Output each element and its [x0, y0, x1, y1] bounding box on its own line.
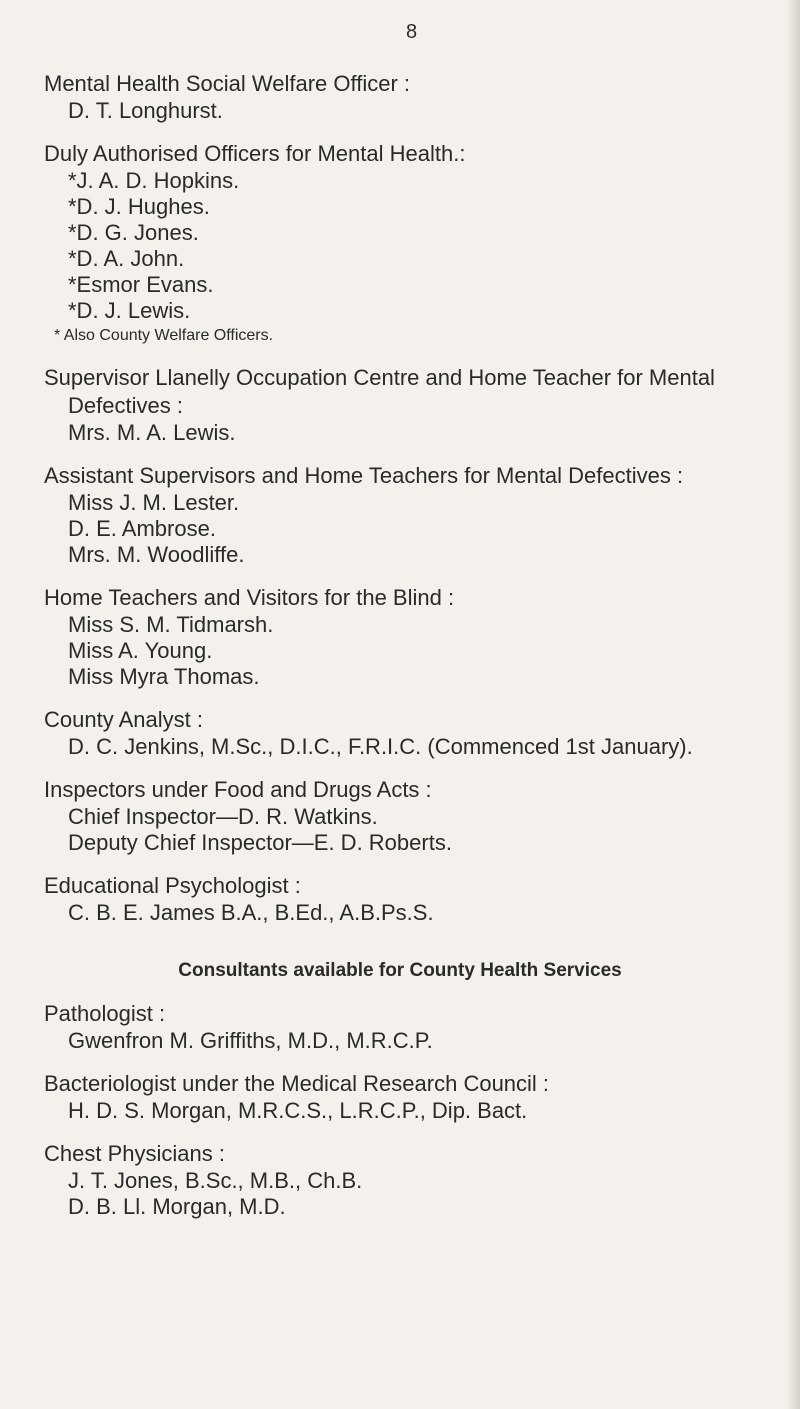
section-heading: Pathologist : — [44, 1001, 166, 1026]
consultant-name: D. B. Ll. Morgan, M.D. — [68, 1194, 286, 1219]
officer-name: *J. A. D. Hopkins. — [68, 168, 240, 193]
officer-name: *Esmor Evans. — [68, 272, 214, 297]
section-heading: Bacteriologist under the Medical Research Council : — [44, 1071, 550, 1096]
section-heading: Duly Authorised Officers for Mental Health.: — [44, 141, 466, 166]
officer-name: Miss J. M. Lester. — [68, 490, 240, 515]
officer-name: D. T. Longhurst. — [68, 98, 223, 123]
section-bacteriologist — [44, 1070, 794, 1124]
section-heading: County Analyst : — [44, 707, 203, 732]
consultant-name: H. D. S. Morgan, M.R.C.S., L.R.C.P., Dip. Bact. — [68, 1098, 528, 1123]
section-heading: Inspectors under Food and Drugs Acts : — [44, 777, 432, 802]
section-heading: Mental Health Social Welfare Officer : — [44, 71, 411, 96]
officer-name: Mrs. M. A. Lewis. — [68, 420, 236, 445]
section-food-drugs-inspectors — [44, 776, 794, 856]
section-assistant-supervisors — [44, 462, 794, 568]
officer-name: Deputy Chief Inspector—E. D. Roberts. — [68, 830, 452, 855]
section-chest-physicians — [44, 1140, 794, 1220]
section-mental-health-officer — [44, 70, 794, 124]
consultants-title: Consultants available for County Health Services — [178, 960, 622, 981]
officer-name: Miss S. M. Tidmarsh. — [68, 612, 274, 637]
officer-name: *D. J. Lewis. — [68, 298, 191, 323]
officer-name: *D. G. Jones. — [68, 220, 199, 245]
section-heading: Educational Psychologist : — [44, 873, 301, 898]
officer-name: Miss A. Young. — [68, 638, 213, 663]
officer-name: Mrs. M. Woodliffe. — [68, 542, 245, 567]
section-heading: Supervisor Llanelly Occupation Centre and Home Teacher for Mental Defectives : — [44, 365, 715, 418]
section-educational-psychologist — [44, 872, 794, 926]
consultant-name: Gwenfron M. Griffiths, M.D., M.R.C.P. — [68, 1028, 433, 1053]
page-number: 8 — [406, 21, 418, 43]
officer-name: Chief Inspector—D. R. Watkins. — [68, 804, 378, 829]
officer-name: D. E. Ambrose. — [68, 516, 216, 541]
officer-name: D. C. Jenkins, M.Sc., D.I.C., F.R.I.C. (Commenced 1st January). — [68, 734, 693, 759]
section-heading: Chest Physicians : — [44, 1141, 225, 1166]
section-home-teachers-blind — [44, 584, 794, 690]
section-county-analyst — [44, 706, 794, 760]
footnote: * Also County Welfare Officers. — [54, 327, 274, 344]
document-body — [44, 70, 794, 1220]
section-pathologist — [44, 1000, 794, 1054]
section-supervisor-llanelly — [44, 364, 794, 446]
consultant-name: J. T. Jones, B.Sc., M.B., Ch.B. — [68, 1168, 363, 1193]
officer-name: Miss Myra Thomas. — [68, 664, 260, 689]
officer-name: *D. A. John. — [68, 246, 185, 271]
officer-name: C. B. E. James B.A., B.Ed., A.B.Ps.S. — [68, 900, 434, 925]
section-heading: Assistant Supervisors and Home Teachers for Mental Defectives : — [44, 463, 684, 488]
section-heading: Home Teachers and Visitors for the Blind : — [44, 585, 455, 610]
section-authorised-officers — [44, 140, 794, 348]
officer-name: *D. J. Hughes. — [68, 194, 210, 219]
